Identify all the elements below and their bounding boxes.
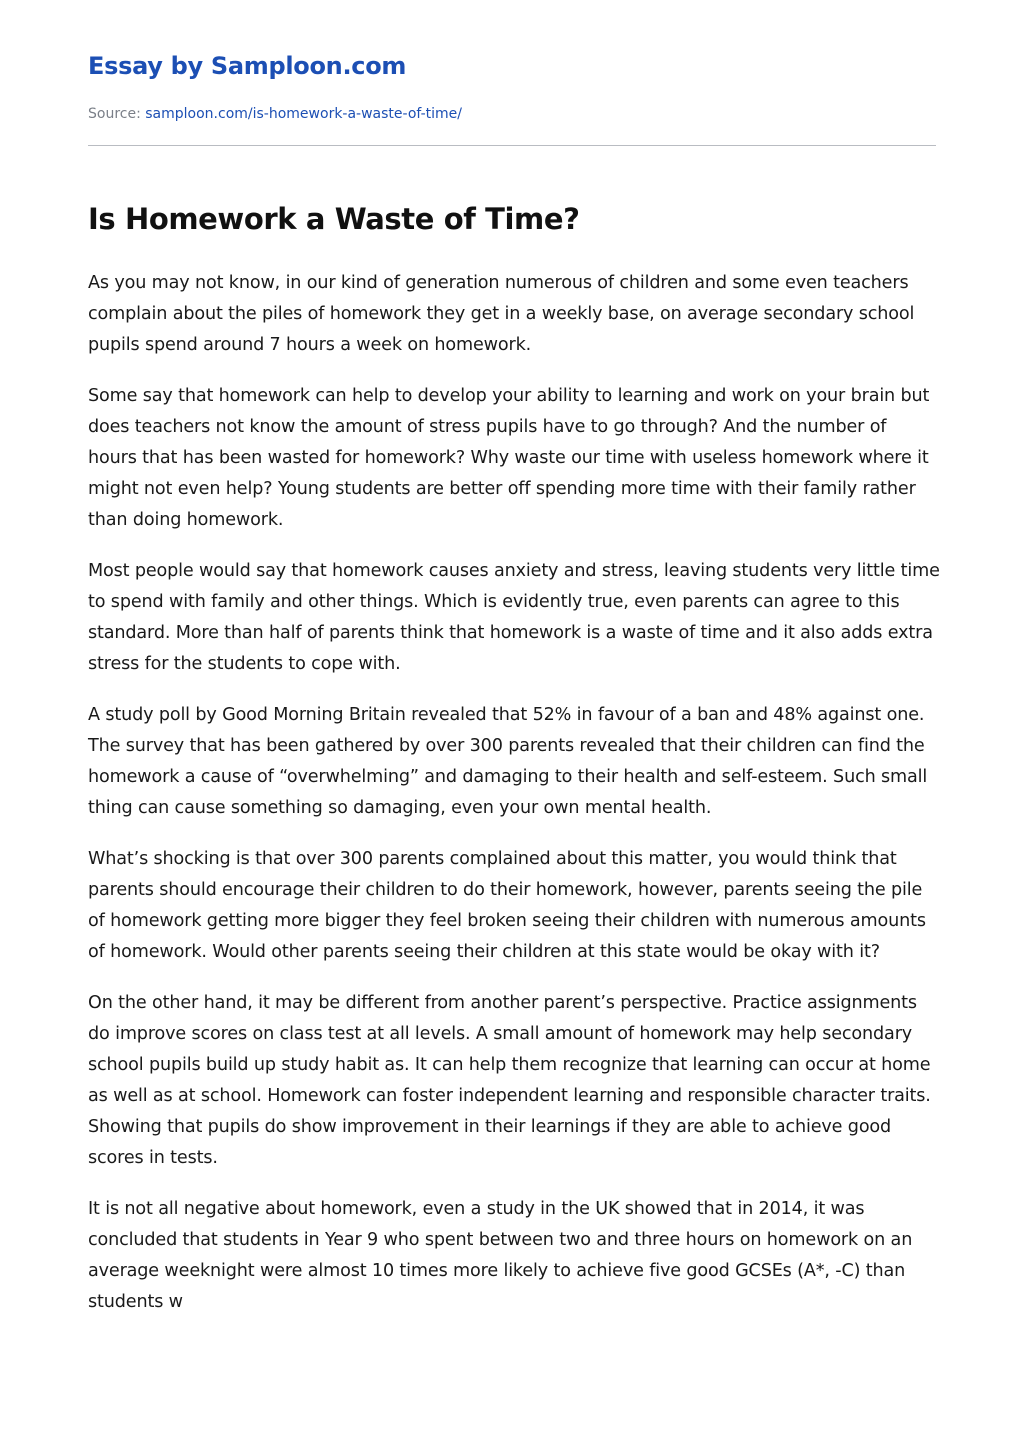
essay-paragraph: As you may not know, in our kind of generation numerous of children and some even teachers complain about the piles of homework they get in a weekly base, on average secondary school pupils spend around 7 hours a week on homework. (88, 273, 915, 355)
site-brand[interactable]: Essay by Samploon.com (88, 52, 407, 80)
essay-paragraph: A study poll by Good Morning Britain revealed that 52% in favour of a ban and 48% against one. The survey that has been gathered by over 300 parents revealed that their children can find the homework a cause of “overwhelming” and damaging to their health and self-esteem. Such small thing can cause something so damaging, even your own mental health. (88, 705, 928, 818)
essay-paragraph: On the other hand, it may be different from another parent’s perspective. Practice assignments do improve scores on class test at all levels. A small amount of homework may help secondary school pupils build up study habit as. It can help them recognize that learning can occur at home as well as at school. Homework can foster independent learning and responsible character traits. Showing that pupils do show improvement in their learnings if they are able to achieve good scores in tests. (88, 993, 931, 1168)
essay-paragraph: Most people would say that homework causes anxiety and stress, leaving students very little time to spend with family and other things. Which is evidently true, even parents can agree to this standard. More than half of parents think that homework is a waste of time and it also adds extra stress for the students to cope with. (88, 561, 940, 674)
header-divider (88, 145, 936, 146)
source-line (88, 106, 462, 122)
essay-paragraph: What’s shocking is that over 300 parents complained about this matter, you would think that parents should encourage their children to do their homework, however, parents seeing the pile of homework getting more bigger they feel broken seeing their children with numerous amounts of homework. Would other parents seeing their children at this state would be okay with it? (88, 849, 926, 962)
essay-body (88, 268, 940, 1338)
source-label: Source: (88, 106, 141, 122)
essay-paragraph: It is not all negative about homework, even a study in the UK showed that in 2014, it was concluded that students in Year 9 who spent between two and three hours on homework on an average weeknight were almost 10 times more likely to achieve five good GCSEs (A*, -C) than students w (88, 1199, 913, 1312)
source-link[interactable]: samploon.com/is-homework-a-waste-of-time/ (145, 106, 462, 122)
essay-paragraph: Some say that homework can help to develop your ability to learning and work on your brain but does teachers not know the amount of stress pupils have to go through? And the number of hours that has been wasted for homework? Why waste our time with useless homework where it might not even help? Young students are better off spending more time with their family rather than doing homework. (88, 386, 930, 530)
essay-title: Is Homework a Waste of Time? (88, 202, 580, 236)
